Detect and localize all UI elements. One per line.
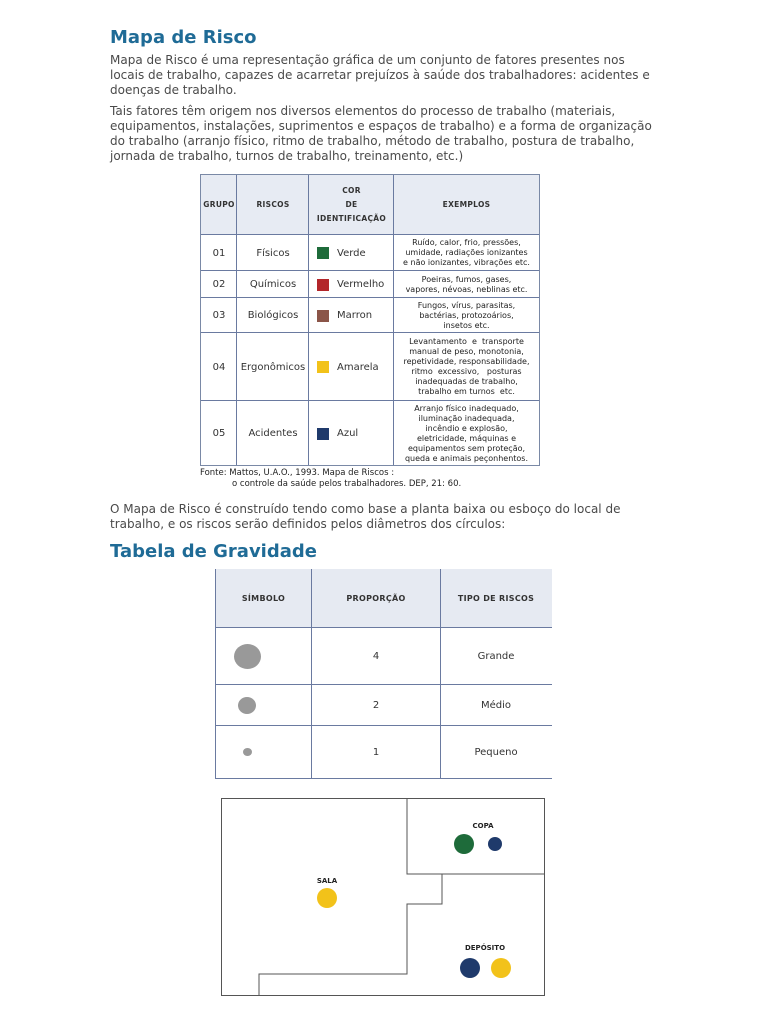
risk-example-line: Arranjo físico inadequado, [414, 403, 519, 413]
gravity-header-tipo: TIPO DE RISCOS [457, 593, 535, 603]
risk-grupo: 05 [212, 428, 226, 439]
risk-grupo: 01 [212, 247, 226, 259]
risk-table [200, 174, 540, 466]
risk-example-line: vapores, névoas, neblinas etc. [405, 284, 528, 294]
color-swatch-icon [317, 279, 329, 291]
color-swatch-icon [317, 310, 329, 322]
header-grupo: GRUPO [203, 199, 235, 209]
risk-name: Químicos [249, 279, 297, 290]
risk-example-line: bactérias, protozoários, [419, 310, 514, 320]
risk-color-label: Vermelho [337, 279, 385, 290]
risk-grupo: 04 [212, 361, 226, 373]
risk-name: Físicos [256, 247, 290, 259]
risk-color-cell [309, 298, 394, 333]
risk-circle-yellow-deposito [491, 958, 511, 978]
header-cor-line2: DE [345, 199, 358, 209]
risk-example-line: ritmo excessivo, posturas [411, 367, 522, 376]
header-riscos: RISCOS [256, 199, 290, 209]
risk-color-label: Marron [337, 310, 373, 321]
risk-color-label: Verde [337, 247, 366, 259]
risk-table-header [201, 175, 539, 234]
risk-circle-yellow-sala [317, 888, 337, 908]
risk-name: Acidentes [248, 428, 298, 439]
risk-examples [394, 298, 539, 333]
risk-grupo: 03 [212, 310, 226, 321]
gravity-proporcao-1: 1 [372, 746, 380, 758]
risk-table-row [201, 234, 539, 271]
risk-example-line: Levantamento e transporte [409, 337, 524, 346]
header-cor-line1: COR [342, 185, 361, 195]
gravity-header-simbolo: SÍMBOLO [241, 593, 286, 603]
gravity-tipo-pequeno: Pequeno [474, 746, 518, 758]
risk-examples [394, 271, 539, 298]
risk-examples [394, 401, 539, 466]
risk-example-line: queda e animais peçonhentos. [404, 453, 529, 463]
risk-example-line: Fungos, vírus, parasitas, [417, 300, 516, 310]
risk-example-line: repetividade, responsabilidade, [403, 357, 530, 366]
color-swatch-icon [317, 361, 329, 373]
floor-plan [221, 798, 547, 998]
risk-examples [394, 235, 539, 271]
risk-circle-blue-copa [488, 837, 502, 851]
risk-name: Ergonômicos [240, 361, 306, 373]
source-citation [200, 468, 461, 490]
intro-paragraph-1: Mapa de Risco é uma representação gráfica de um conjunto de fatores presentes nos locais de trabalho, capazes de acarretar prejuízos à saúde dos trabalhadores: acidentes e doenças de trabalho. [110, 53, 650, 97]
risk-circle-green-copa [454, 834, 474, 854]
risk-example-line: trabalho em turnos etc. [418, 387, 515, 396]
color-swatch-icon [317, 428, 329, 440]
risk-color-label: Azul [337, 428, 359, 439]
risk-color-cell [309, 271, 394, 298]
gravity-symbol-medium [215, 685, 279, 725]
circle-small-icon [243, 748, 252, 756]
risk-examples [394, 333, 539, 401]
gravity-tipo-medio: Médio [480, 699, 512, 711]
risk-color-cell [309, 401, 394, 466]
gravity-header-proporcao: PROPORÇÃO [346, 593, 406, 603]
risk-table-row [201, 270, 539, 298]
source-line-1: Fonte: Mattos, U.A.O., 1993. Mapa de Riscos : [200, 468, 395, 478]
gravity-symbol-large [215, 628, 279, 684]
room-label-copa: COPA [472, 822, 494, 830]
header-exemplos: EXEMPLOS [442, 199, 491, 209]
risk-example-line: e não ionizantes, vibrações etc. [403, 258, 530, 267]
section-title-gravidade: Tabela de Gravidade [110, 541, 317, 562]
risk-name: Biológicos [247, 310, 299, 321]
page-title: Mapa de Risco [110, 27, 257, 48]
risk-table-row [201, 332, 539, 401]
paragraph-3: O Mapa de Risco é construído tendo como base a planta baixa ou esboço do local de trabalho, e os riscos serão definidos pelos diâmetros dos círculos: [110, 502, 621, 531]
gravity-table [215, 569, 552, 779]
risk-example-line: iluminação inadequada, [418, 413, 515, 423]
risk-example-line: eletricidade, máquinas e [416, 433, 517, 443]
source-line-2: o controle da saúde pelos trabalhadores. DEP, 21: 60. [232, 479, 462, 489]
risk-color-cell [309, 235, 394, 271]
gravity-proporcao-2: 2 [372, 699, 380, 711]
gravity-symbol-small [215, 726, 279, 778]
room-label-deposito: DEPÓSITO [464, 944, 506, 952]
circle-medium-icon [238, 697, 256, 714]
gravity-tipo-grande: Grande [477, 650, 515, 662]
header-cor [309, 175, 394, 234]
risk-example-line: incêndio e explosão, [425, 423, 508, 433]
risk-example-line: inadequadas de trabalho, [415, 377, 518, 386]
color-swatch-icon [317, 247, 329, 259]
risk-table-row [201, 297, 539, 333]
risk-example-line: umidade, radiações ionizantes [405, 248, 528, 257]
risk-example-line: Ruído, calor, frio, pressões, [412, 238, 521, 247]
risk-table-row [201, 400, 539, 466]
risk-color-cell [309, 333, 394, 401]
intro-paragraph-2: Tais fatores têm origem nos diversos elementos do processo de trabalho (materiais, equipamentos, instalações, suprimentos e espaços de trabalho) e a forma de organização do trabalho (arranjo físico, ritmo de trabalho, método de trabalho, postura de trabalho, jornada de trabalho, turnos de trabalho, treinamento, etc.) [110, 104, 652, 163]
risk-example-line: manual de peso, monotonia, [409, 347, 524, 356]
risk-grupo: 02 [212, 279, 226, 290]
risk-circle-blue-deposito [460, 958, 480, 978]
risk-example-line: Poeiras, fumos, gases, [421, 274, 512, 284]
header-cor-line3: IDENTIFICAÇÃO [316, 213, 387, 223]
room-label-sala: SALA [316, 877, 338, 885]
risk-example-line: equipamentos sem proteção, [407, 443, 526, 453]
circle-large-icon [234, 644, 261, 669]
gravity-proporcao-4: 4 [372, 650, 380, 662]
risk-color-label: Amarela [337, 361, 379, 373]
risk-example-line: insetos etc. [443, 320, 490, 330]
